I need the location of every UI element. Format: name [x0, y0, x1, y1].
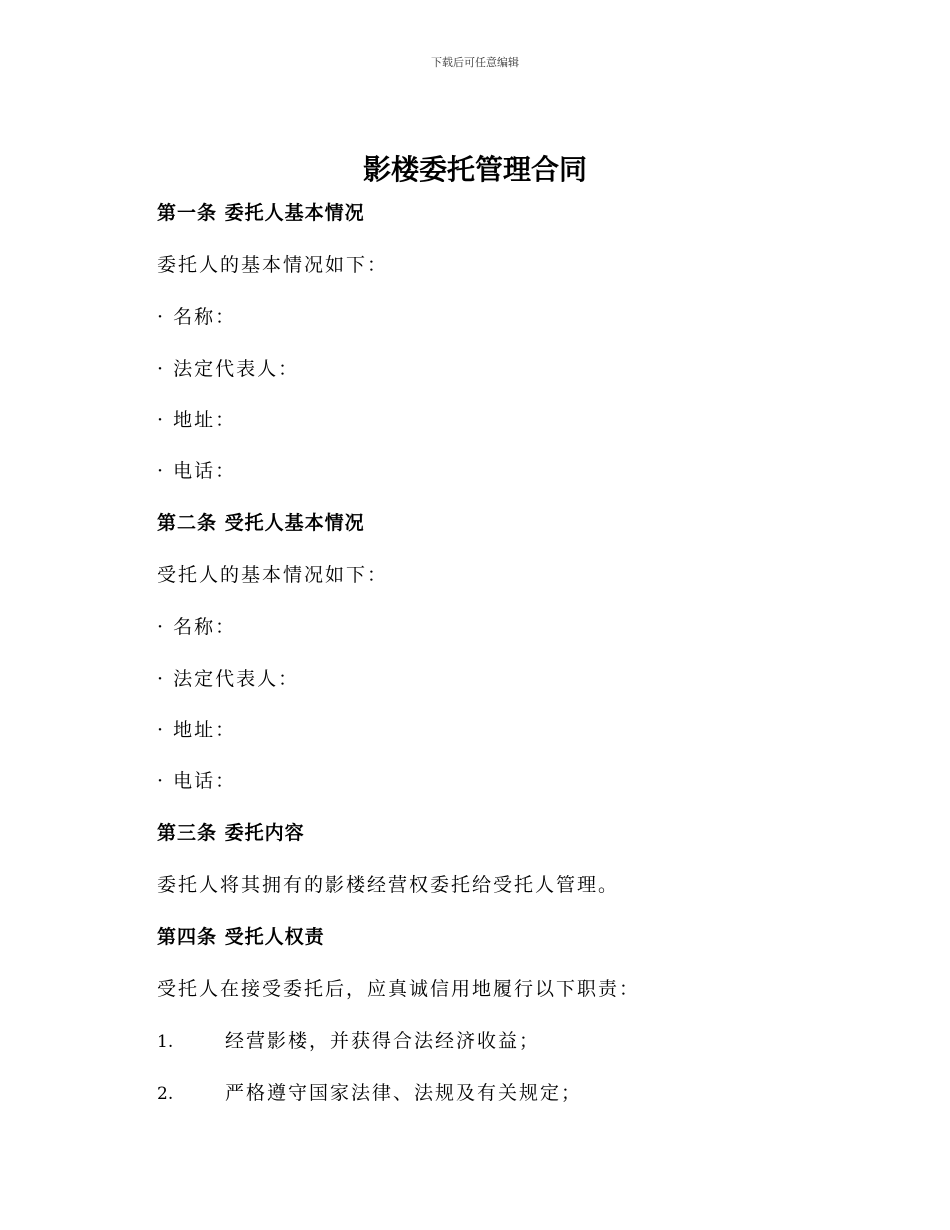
article-4-heading: 第四条 受托人权责 [157, 926, 325, 948]
article-2-intro: 受托人的基本情况如下： [157, 564, 389, 586]
article-4-list-item [157, 1026, 540, 1053]
header-note: 下载后可任意编辑 [431, 56, 519, 69]
article-2-heading: 第二条 受托人基本情况 [157, 512, 365, 534]
article-2-item-name: · 名称： [157, 616, 237, 638]
article-4-list-item [157, 1078, 582, 1105]
article-1-intro: 委托人的基本情况如下： [157, 254, 389, 276]
article-1-heading: 第一条 委托人基本情况 [157, 202, 365, 224]
article-1-item-name: · 名称： [157, 306, 237, 328]
list-item-text: 经营影楼，并获得合法经济收益； [225, 1030, 541, 1052]
article-2-item-address: · 地址： [157, 719, 237, 741]
article-2-item-legal-rep: · 法定代表人： [157, 668, 300, 690]
document-title: 影楼委托管理合同 [362, 153, 587, 186]
article-1-item-phone: · 电话： [157, 460, 237, 482]
article-3-text: 委托人将其拥有的影楼经营权委托给受托人管理。 [157, 874, 620, 896]
list-item-number: 1. [157, 1032, 174, 1052]
list-item-text: 严格遵守国家法律、法规及有关规定； [225, 1082, 583, 1104]
article-4-intro: 受托人在接受委托后，应真诚信用地履行以下职责： [157, 978, 641, 1000]
article-1-item-legal-rep: · 法定代表人： [157, 358, 300, 380]
article-2-item-phone: · 电话： [157, 770, 237, 792]
article-3-heading: 第三条 委托内容 [157, 822, 305, 844]
list-item-number: 2. [157, 1084, 174, 1104]
article-1-item-address: · 地址： [157, 409, 237, 431]
